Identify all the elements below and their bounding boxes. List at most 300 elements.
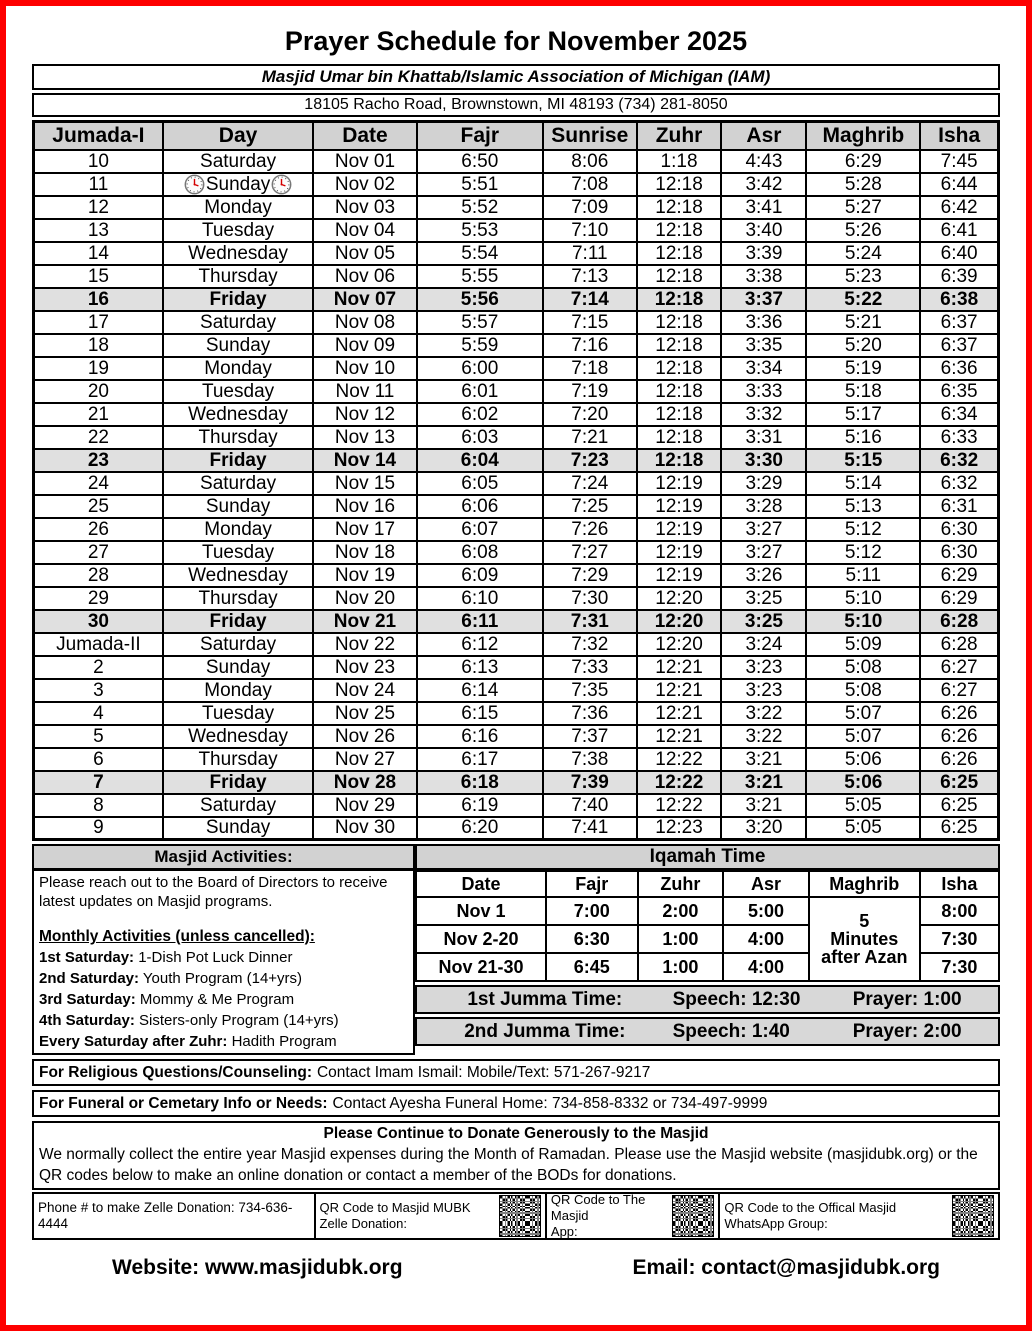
schedule-cell: 6:11: [417, 610, 543, 633]
schedule-cell: 3:21: [721, 794, 806, 817]
schedule-cell: 6:27: [920, 656, 998, 679]
qr-cell: [314, 1194, 545, 1238]
schedule-cell: 6: [34, 748, 163, 771]
schedule-cell: 22: [34, 426, 163, 449]
schedule-row: [34, 702, 999, 725]
schedule-cell: 12:23: [637, 817, 722, 840]
schedule-cell: Saturday: [163, 633, 314, 656]
schedule-cell: 3:20: [721, 817, 806, 840]
schedule-cell: Friday: [163, 771, 314, 794]
schedule-row: [34, 357, 999, 380]
schedule-cell: 5:56: [417, 288, 543, 311]
schedule-cell: 6:29: [806, 150, 920, 173]
schedule-cell: 9: [34, 817, 163, 840]
schedule-cell: 5:52: [417, 196, 543, 219]
schedule-cell: 5:07: [806, 702, 920, 725]
schedule-cell: 5:23: [806, 265, 920, 288]
schedule-cell: 4:43: [721, 150, 806, 173]
schedule-cell: 4: [34, 702, 163, 725]
schedule-cell: Sunday: [163, 817, 314, 840]
iqamah-header-row: [416, 871, 999, 897]
schedule-cell: Nov 23: [313, 656, 416, 679]
schedule-cell: Nov 27: [313, 748, 416, 771]
schedule-cell: 6:32: [920, 472, 998, 495]
schedule-cell: 21: [34, 403, 163, 426]
funeral-contact-label: For Funeral or Cemetary Info or Needs:: [39, 1094, 328, 1112]
schedule-cell: 12:22: [637, 748, 722, 771]
schedule-cell: 12:18: [637, 288, 722, 311]
schedule-cell: Nov 28: [313, 771, 416, 794]
clock-icon: [271, 174, 292, 195]
column-header-date: Date: [313, 122, 416, 150]
schedule-cell: 3:25: [721, 610, 806, 633]
schedule-cell: Nov 01: [313, 150, 416, 173]
schedule-cell: 5:10: [806, 610, 920, 633]
activities-header: Masjid Activities:: [32, 844, 415, 870]
schedule-cell: 6:02: [417, 403, 543, 426]
schedule-cell: 6:27: [920, 679, 998, 702]
iqamah-cell: Nov 1: [416, 897, 546, 925]
schedule-cell: 7:24: [543, 472, 637, 495]
schedule-cell: 6:50: [417, 150, 543, 173]
schedule-cell: Monday: [163, 679, 314, 702]
schedule-cell: 6:44: [920, 173, 998, 196]
donation-heading: Please Continue to Donate Generously to the Masjid: [323, 1125, 709, 1142]
schedule-cell: 3:42: [721, 173, 806, 196]
schedule-cell: 3:37: [721, 288, 806, 311]
schedule-cell: 7:10: [543, 219, 637, 242]
schedule-row: [34, 564, 999, 587]
schedule-cell: 5:09: [806, 633, 920, 656]
schedule-cell: 5:12: [806, 518, 920, 541]
schedule-cell: 6:20: [417, 817, 543, 840]
schedule-cell: 6:19: [417, 794, 543, 817]
schedule-cell: 6:13: [417, 656, 543, 679]
schedule-cell: Thursday: [163, 426, 314, 449]
schedule-cell: 6:04: [417, 449, 543, 472]
schedule-cell: 18: [34, 334, 163, 357]
org-address: 18105 Racho Road, Brownstown, MI 48193 (734) 281-8050: [32, 93, 1000, 117]
schedule-cell: 3:26: [721, 564, 806, 587]
schedule-cell: 3: [34, 679, 163, 702]
schedule-cell: 17: [34, 311, 163, 334]
schedule-cell: Nov 15: [313, 472, 416, 495]
schedule-cell: 3:38: [721, 265, 806, 288]
schedule-cell: 12:18: [637, 173, 722, 196]
schedule-cell: 6:25: [920, 817, 998, 840]
schedule-cell: 3:22: [721, 702, 806, 725]
footer-website: Website: www.masjidubk.org: [112, 1256, 403, 1279]
schedule-cell: Nov 26: [313, 725, 416, 748]
schedule-row: [34, 495, 999, 518]
footer: [32, 1256, 1000, 1280]
column-header-day: Day: [163, 122, 314, 150]
activity-item: 4th Saturday: Sisters-only Program (14+yrs): [39, 1012, 339, 1029]
iqamah-column-fajr: Fajr: [546, 871, 638, 897]
schedule-cell: 8: [34, 794, 163, 817]
schedule-cell: 6:25: [920, 794, 998, 817]
schedule-row: [34, 679, 999, 702]
schedule-cell: Wednesday: [163, 725, 314, 748]
schedule-row: [34, 265, 999, 288]
schedule-cell: 5:12: [806, 541, 920, 564]
schedule-cell: 3:40: [721, 219, 806, 242]
schedule-cell: 7:14: [543, 288, 637, 311]
schedule-cell: 6:15: [417, 702, 543, 725]
jumma-speech-time: Speech: 12:30: [672, 988, 801, 1010]
schedule-cell: 5:10: [806, 587, 920, 610]
schedule-cell: Tuesday: [163, 219, 314, 242]
schedule-cell: Monday: [163, 196, 314, 219]
column-header-maghrib: Maghrib: [806, 122, 920, 150]
schedule-cell: 6:31: [920, 495, 998, 518]
schedule-cell: 7:25: [543, 495, 637, 518]
schedule-cell: 7:29: [543, 564, 637, 587]
schedule-cell: 6:28: [920, 610, 998, 633]
schedule-cell: Nov 07: [313, 288, 416, 311]
schedule-cell: 6:29: [920, 564, 998, 587]
schedule-cell: 3:24: [721, 633, 806, 656]
schedule-cell: 3:32: [721, 403, 806, 426]
schedule-cell: 5:51: [417, 173, 543, 196]
schedule-row: [34, 794, 999, 817]
schedule-cell: 20: [34, 380, 163, 403]
schedule-cell: 6:03: [417, 426, 543, 449]
schedule-cell: 12:18: [637, 334, 722, 357]
schedule-cell: 5:27: [806, 196, 920, 219]
qr-cell: [718, 1194, 998, 1238]
schedule-cell: 6:07: [417, 518, 543, 541]
schedule-cell: 5:05: [806, 817, 920, 840]
schedule-cell: Sunday: [163, 334, 314, 357]
schedule-row: [34, 449, 999, 472]
schedule-row: [34, 403, 999, 426]
schedule-cell: 1:18: [637, 150, 722, 173]
qr-cell: [545, 1194, 719, 1238]
schedule-cell: 3:27: [721, 518, 806, 541]
schedule-cell: Saturday: [163, 311, 314, 334]
column-header-sunrise: Sunrise: [543, 122, 637, 150]
schedule-cell: Friday: [163, 610, 314, 633]
iqamah-cell: 4:00: [723, 925, 809, 953]
schedule-cell: 3:25: [721, 587, 806, 610]
schedule-cell: 5:57: [417, 311, 543, 334]
religious-contact-label: For Religious Questions/Counseling:: [39, 1063, 312, 1081]
schedule-row: [34, 150, 999, 173]
iqamah-cell: Nov 21-30: [416, 953, 546, 981]
schedule-row: [34, 219, 999, 242]
schedule-cell: Sunday: [163, 495, 314, 518]
schedule-row: [34, 173, 999, 196]
activity-item: 2nd Saturday: Youth Program (14+yrs): [39, 970, 303, 987]
iqamah-cell: 4:00: [723, 953, 809, 981]
schedule-cell: Nov 18: [313, 541, 416, 564]
schedule-cell: 5:19: [806, 357, 920, 380]
schedule-cell: 7:16: [543, 334, 637, 357]
schedule-cell: Nov 02: [313, 173, 416, 196]
schedule-row: [34, 426, 999, 449]
schedule-cell: 5:06: [806, 748, 920, 771]
schedule-cell: 6:12: [417, 633, 543, 656]
schedule-cell: 12:18: [637, 265, 722, 288]
schedule-row: [34, 610, 999, 633]
jumma-prayer-time: Prayer: 2:00: [852, 1020, 962, 1042]
schedule-header-row: [34, 122, 999, 150]
schedule-cell: 5:15: [806, 449, 920, 472]
schedule-cell: 5:08: [806, 656, 920, 679]
schedule-cell: 6:39: [920, 265, 998, 288]
schedule-cell: Nov 06: [313, 265, 416, 288]
schedule-cell: 3:21: [721, 771, 806, 794]
schedule-cell: 6:06: [417, 495, 543, 518]
schedule-cell: Nov 14: [313, 449, 416, 472]
schedule-cell: 12:20: [637, 610, 722, 633]
schedule-cell: 7:40: [543, 794, 637, 817]
schedule-cell: 6:30: [920, 541, 998, 564]
column-header-fajr: Fajr: [417, 122, 543, 150]
schedule-row: [34, 518, 999, 541]
iqamah-cell: 6:30: [546, 925, 638, 953]
schedule-cell: 6:09: [417, 564, 543, 587]
schedule-cell: Jumada-II: [34, 633, 163, 656]
iqamah-cell: 7:30: [920, 925, 999, 953]
jumma-prayer-time: Prayer: 1:00: [852, 988, 962, 1010]
schedule-cell: 6:37: [920, 311, 998, 334]
schedule-cell: 6:00: [417, 357, 543, 380]
schedule-cell: 5:24: [806, 242, 920, 265]
schedule-row: [34, 587, 999, 610]
schedule-row: [34, 633, 999, 656]
schedule-cell: 3:41: [721, 196, 806, 219]
qr-code-image: [672, 1195, 714, 1237]
schedule-row: [34, 380, 999, 403]
schedule-cell: 5:08: [806, 679, 920, 702]
schedule-cell: 6:29: [920, 587, 998, 610]
schedule-cell: 12:21: [637, 702, 722, 725]
schedule-cell: 5:26: [806, 219, 920, 242]
schedule-cell: Nov 22: [313, 633, 416, 656]
schedule-cell: Tuesday: [163, 702, 314, 725]
schedule-cell: 5:17: [806, 403, 920, 426]
schedule-cell: 7:39: [543, 771, 637, 794]
jumma-time-row: [415, 985, 1000, 1014]
religious-contact-row: [32, 1059, 1000, 1086]
schedule-cell: 7:45: [920, 150, 998, 173]
funeral-contact-text: Contact Ayesha Funeral Home: 734-858-8332 or 734-497-9999: [332, 1094, 768, 1112]
schedule-cell: 5: [34, 725, 163, 748]
activities-intro: Please reach out to the Board of Directors to receive latest updates on Masjid programs.: [39, 874, 388, 910]
schedule-cell: 3:21: [721, 748, 806, 771]
schedule-cell: 5:54: [417, 242, 543, 265]
schedule-cell: 3:22: [721, 725, 806, 748]
schedule-cell: 12:22: [637, 771, 722, 794]
schedule-cell: 6:36: [920, 357, 998, 380]
iqamah-table: [415, 870, 1000, 982]
schedule-cell: 5:06: [806, 771, 920, 794]
schedule-cell: 5:18: [806, 380, 920, 403]
schedule-cell: 7:23: [543, 449, 637, 472]
schedule-cell: 30: [34, 610, 163, 633]
schedule-cell: 7:31: [543, 610, 637, 633]
schedule-cell: 12:19: [637, 564, 722, 587]
schedule-cell: 7:32: [543, 633, 637, 656]
schedule-cell: 12:21: [637, 656, 722, 679]
schedule-cell: Nov 03: [313, 196, 416, 219]
prayer-schedule-table: [32, 120, 1000, 841]
schedule-cell: 3:33: [721, 380, 806, 403]
schedule-cell: Nov 12: [313, 403, 416, 426]
schedule-cell: 3:28: [721, 495, 806, 518]
iqamah-cell: 2:00: [638, 897, 724, 925]
iqamah-column-zuhr: Zuhr: [638, 871, 724, 897]
schedule-cell: 6:10: [417, 587, 543, 610]
schedule-cell: Tuesday: [163, 541, 314, 564]
schedule-cell: 7:36: [543, 702, 637, 725]
schedule-cell: 6:32: [920, 449, 998, 472]
schedule-row: [34, 771, 999, 794]
schedule-cell: 7:33: [543, 656, 637, 679]
schedule-cell: 7:15: [543, 311, 637, 334]
schedule-cell: Nov 20: [313, 587, 416, 610]
schedule-cell: Nov 16: [313, 495, 416, 518]
jumma-time-row: [415, 1017, 1000, 1046]
schedule-row: [34, 196, 999, 219]
schedule-cell: Nov 10: [313, 357, 416, 380]
iqamah-cell: 1:00: [638, 925, 724, 953]
page-title: Prayer Schedule for November 2025: [284, 26, 748, 56]
schedule-cell: 6:33: [920, 426, 998, 449]
iqamah-cell: 7:00: [546, 897, 638, 925]
schedule-row: [34, 656, 999, 679]
schedule-cell: 7:27: [543, 541, 637, 564]
schedule-cell: 12: [34, 196, 163, 219]
schedule-cell: 5:28: [806, 173, 920, 196]
iqamah-cell: Nov 2-20: [416, 925, 546, 953]
qr-caption: QR Code to Masjid MUBK Zelle Donation:: [319, 1200, 471, 1231]
schedule-cell: 16: [34, 288, 163, 311]
schedule-cell: 6:26: [920, 725, 998, 748]
footer-email: Email: contact@masjidubk.org: [632, 1256, 940, 1279]
schedule-cell: 7:18: [543, 357, 637, 380]
schedule-cell: 12:18: [637, 426, 722, 449]
schedule-cell: 7:11: [543, 242, 637, 265]
schedule-cell: 24: [34, 472, 163, 495]
schedule-cell: Friday: [163, 449, 314, 472]
iqamah-panel: [415, 870, 1000, 1055]
schedule-cell: 3:31: [721, 426, 806, 449]
schedule-cell: Wednesday: [163, 564, 314, 587]
schedule-cell: Nov 19: [313, 564, 416, 587]
iqamah-column-maghrib: Maghrib: [809, 871, 920, 897]
schedule-cell: 6:14: [417, 679, 543, 702]
iqamah-column-isha: Isha: [920, 871, 999, 897]
schedule-cell: 12:20: [637, 587, 722, 610]
schedule-cell: 3:23: [721, 656, 806, 679]
schedule-cell: 6:16: [417, 725, 543, 748]
schedule-cell: 12:18: [637, 380, 722, 403]
schedule-cell: Nov 29: [313, 794, 416, 817]
schedule-cell: 12:21: [637, 725, 722, 748]
schedule-cell: Monday: [163, 518, 314, 541]
schedule-cell: Nov 30: [313, 817, 416, 840]
schedule-cell: 5:53: [417, 219, 543, 242]
activities-panel: [32, 870, 415, 1055]
jumma-speech-time: Speech: 1:40: [672, 1020, 790, 1042]
schedule-cell: 23: [34, 449, 163, 472]
column-header-jumada-i: Jumada-I: [34, 122, 163, 150]
schedule-cell: 12:19: [637, 495, 722, 518]
schedule-cell: Nov 09: [313, 334, 416, 357]
schedule-cell: 6:40: [920, 242, 998, 265]
schedule-cell: 12:19: [637, 472, 722, 495]
schedule-row: [34, 311, 999, 334]
donation-body: We normally collect the entire year Masjid expenses during the Month of Ramadan. Please use the Masjid website (masjidubk.org) or the QR codes below to make an online donation or contact a member of the BODs for donations.: [39, 1146, 978, 1184]
schedule-cell: Wednesday: [163, 242, 314, 265]
iqamah-cell: 8:00: [920, 897, 999, 925]
schedule-cell: 13: [34, 219, 163, 242]
schedule-cell: 15: [34, 265, 163, 288]
schedule-cell: 6:34: [920, 403, 998, 426]
schedule-cell: 5:16: [806, 426, 920, 449]
schedule-cell: 12:18: [637, 357, 722, 380]
schedule-cell: Thursday: [163, 587, 314, 610]
schedule-row: [34, 242, 999, 265]
bottom-section: [32, 844, 1000, 1055]
schedule-cell: Nov 25: [313, 702, 416, 725]
iqamah-header: Iqamah Time: [415, 844, 1000, 870]
schedule-row: [34, 472, 999, 495]
schedule-cell: Nov 21: [313, 610, 416, 633]
religious-contact-text: Contact Imam Ismail: Mobile/Text: 571-267-9217: [316, 1063, 651, 1081]
schedule-cell: 5:20: [806, 334, 920, 357]
schedule-cell: 12:22: [637, 794, 722, 817]
schedule-cell: 6:18: [417, 771, 543, 794]
activity-item: 1st Saturday: 1-Dish Pot Luck Dinner: [39, 949, 293, 966]
schedule-cell: 6:38: [920, 288, 998, 311]
schedule-cell: 3:23: [721, 679, 806, 702]
zelle-phone-text: Phone # to make Zelle Donation: 734-636-4444: [38, 1200, 293, 1231]
org-name: Masjid Umar bin Khattab/Islamic Association of Michigan (IAM): [32, 64, 1000, 90]
jumma-times: [415, 982, 1000, 1046]
schedule-cell: 7: [34, 771, 163, 794]
schedule-cell: 3:39: [721, 242, 806, 265]
schedule-cell: 7:26: [543, 518, 637, 541]
qr-code-image: [499, 1195, 541, 1237]
iqamah-cell: 1:00: [638, 953, 724, 981]
iqamah-column-asr: Asr: [723, 871, 809, 897]
schedule-cell: 19: [34, 357, 163, 380]
day-cell-dst-change: Sunday: [163, 173, 314, 196]
schedule-cell: 12:19: [637, 541, 722, 564]
schedule-cell: Monday: [163, 357, 314, 380]
schedule-cell: 2: [34, 656, 163, 679]
qr-caption: QR Code to The Masjid App:: [550, 1194, 646, 1238]
schedule-cell: Nov 04: [313, 219, 416, 242]
iqamah-cell: 5:00: [723, 897, 809, 925]
schedule-row: [34, 541, 999, 564]
schedule-cell: 6:17: [417, 748, 543, 771]
funeral-contact-row: [32, 1090, 1000, 1117]
schedule-cell: 27: [34, 541, 163, 564]
schedule-cell: Saturday: [163, 472, 314, 495]
iqamah-row: [416, 897, 999, 925]
schedule-cell: 5:14: [806, 472, 920, 495]
schedule-cell: 7:41: [543, 817, 637, 840]
maghrib-note-cell: 5 Minutes after Azan: [809, 897, 920, 981]
schedule-cell: 3:36: [721, 311, 806, 334]
schedule-cell: 25: [34, 495, 163, 518]
activity-item: Every Saturday after Zuhr: Hadith Program: [39, 1033, 337, 1050]
